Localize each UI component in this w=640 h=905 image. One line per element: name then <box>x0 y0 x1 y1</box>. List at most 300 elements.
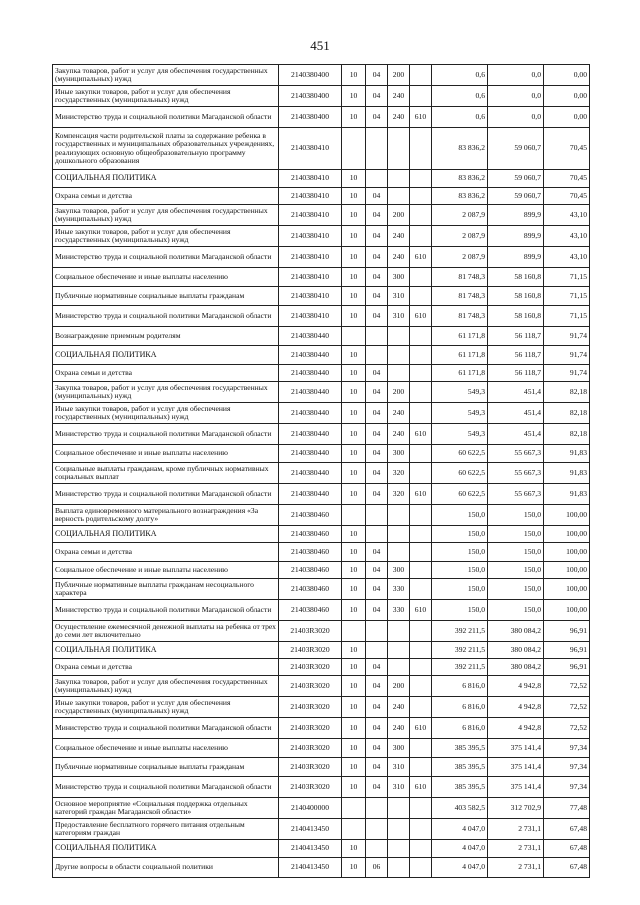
cell-subsection: 04 <box>366 777 388 798</box>
cell-name: Министерство труда и социальной политики Магаданской области <box>53 306 279 327</box>
cell-percent: 96,91 <box>544 659 590 676</box>
cell-target-code: 21403R3020 <box>279 676 342 697</box>
cell-executed: 56 118,7 <box>488 346 544 365</box>
cell-executed: 150,0 <box>488 526 544 543</box>
cell-name: Министерство труда и социальной политики Магаданской области <box>53 424 279 445</box>
cell-percent: 67,48 <box>544 840 590 858</box>
cell-target-code: 21403R3020 <box>279 697 342 718</box>
cell-planned: 549,3 <box>432 382 488 403</box>
cell-section <box>342 621 366 642</box>
cell-subsection: 04 <box>366 697 388 718</box>
cell-executed: 380 084,2 <box>488 642 544 659</box>
cell-admin-code: 610 <box>410 600 432 621</box>
cell-percent: 67,48 <box>544 858 590 878</box>
cell-subsection: 04 <box>366 306 388 327</box>
cell-section: 10 <box>342 107 366 128</box>
cell-executed: 451,4 <box>488 382 544 403</box>
cell-expense-type: 300 <box>388 445 410 463</box>
cell-target-code: 2140380440 <box>279 403 342 424</box>
cell-planned: 385 395,5 <box>432 777 488 798</box>
table-row <box>53 579 590 600</box>
cell-expense-type <box>388 505 410 526</box>
cell-executed: 59 060,7 <box>488 170 544 188</box>
table-row <box>53 739 590 758</box>
cell-planned: 83 836,2 <box>432 188 488 205</box>
cell-planned: 385 395,5 <box>432 758 488 777</box>
cell-percent: 0,00 <box>544 107 590 128</box>
cell-name: Вознаграждение приемным родителям <box>53 327 279 346</box>
cell-section: 10 <box>342 777 366 798</box>
cell-planned: 0,6 <box>432 65 488 86</box>
cell-executed: 150,0 <box>488 505 544 526</box>
cell-executed: 0,0 <box>488 65 544 86</box>
cell-name: Выплата единовременного материального вознаграждения «За верность родительскому долгу» <box>53 505 279 526</box>
cell-name: Министерство труда и социальной политики Магаданской области <box>53 484 279 505</box>
cell-section: 10 <box>342 758 366 777</box>
cell-name: Публичные нормативные выплаты гражданам несоциального характера <box>53 579 279 600</box>
cell-admin-code <box>410 205 432 226</box>
cell-executed: 451,4 <box>488 424 544 445</box>
cell-planned: 392 211,5 <box>432 659 488 676</box>
cell-target-code: 2140380410 <box>279 226 342 247</box>
cell-admin-code <box>410 268 432 287</box>
cell-planned: 61 171,8 <box>432 346 488 365</box>
cell-section: 10 <box>342 205 366 226</box>
cell-admin-code <box>410 819 432 840</box>
cell-admin-code <box>410 327 432 346</box>
cell-name: Социальное обеспечение и иные выплаты населению <box>53 562 279 579</box>
cell-percent: 0,00 <box>544 86 590 107</box>
cell-section: 10 <box>342 65 366 86</box>
cell-percent: 96,91 <box>544 621 590 642</box>
cell-planned: 0,6 <box>432 86 488 107</box>
cell-planned: 83 836,2 <box>432 170 488 188</box>
table-row <box>53 128 590 170</box>
cell-planned: 81 748,3 <box>432 306 488 327</box>
cell-planned: 81 748,3 <box>432 268 488 287</box>
table-row <box>53 718 590 739</box>
cell-section <box>342 819 366 840</box>
cell-percent: 71,15 <box>544 306 590 327</box>
cell-section <box>342 505 366 526</box>
cell-percent: 82,18 <box>544 403 590 424</box>
cell-admin-code <box>410 621 432 642</box>
table-row <box>53 445 590 463</box>
cell-planned: 61 171,8 <box>432 327 488 346</box>
cell-planned: 6 816,0 <box>432 697 488 718</box>
cell-subsection: 04 <box>366 579 388 600</box>
cell-subsection: 04 <box>366 543 388 562</box>
cell-section: 10 <box>342 840 366 858</box>
cell-section: 10 <box>342 642 366 659</box>
cell-target-code: 2140380410 <box>279 205 342 226</box>
table-row <box>53 484 590 505</box>
cell-percent: 91,74 <box>544 365 590 382</box>
cell-name: СОЦИАЛЬНАЯ ПОЛИТИКА <box>53 642 279 659</box>
cell-expense-type: 330 <box>388 600 410 621</box>
cell-planned: 60 622,5 <box>432 445 488 463</box>
cell-executed: 2 731,1 <box>488 858 544 878</box>
cell-name: Социальное обеспечение и иные выплаты населению <box>53 445 279 463</box>
cell-target-code: 2140380410 <box>279 128 342 170</box>
cell-expense-type <box>388 365 410 382</box>
table-row <box>53 188 590 205</box>
cell-subsection <box>366 526 388 543</box>
cell-expense-type: 310 <box>388 777 410 798</box>
cell-planned: 150,0 <box>432 526 488 543</box>
cell-name: Социальные выплаты гражданам, кроме публичных нормативных социальных выплат <box>53 463 279 484</box>
cell-target-code: 2140380410 <box>279 306 342 327</box>
cell-admin-code <box>410 579 432 600</box>
cell-admin-code <box>410 403 432 424</box>
cell-percent: 71,15 <box>544 268 590 287</box>
cell-planned: 2 087,9 <box>432 226 488 247</box>
cell-percent: 43,10 <box>544 226 590 247</box>
table-row <box>53 543 590 562</box>
table-row <box>53 858 590 878</box>
cell-percent: 70,45 <box>544 188 590 205</box>
cell-executed: 312 702,9 <box>488 798 544 819</box>
cell-section: 10 <box>342 526 366 543</box>
cell-section: 10 <box>342 463 366 484</box>
cell-section: 10 <box>342 424 366 445</box>
cell-expense-type: 240 <box>388 403 410 424</box>
table-row <box>53 697 590 718</box>
cell-admin-code: 610 <box>410 107 432 128</box>
cell-percent: 91,83 <box>544 463 590 484</box>
cell-admin-code <box>410 445 432 463</box>
cell-percent: 77,48 <box>544 798 590 819</box>
cell-planned: 2 087,9 <box>432 205 488 226</box>
cell-section: 10 <box>342 247 366 268</box>
cell-expense-type: 310 <box>388 758 410 777</box>
cell-target-code: 21403R3020 <box>279 739 342 758</box>
cell-target-code: 2140380410 <box>279 170 342 188</box>
table-row <box>53 306 590 327</box>
cell-subsection: 04 <box>366 445 388 463</box>
cell-target-code: 2140380460 <box>279 543 342 562</box>
cell-executed: 2 731,1 <box>488 840 544 858</box>
cell-planned: 2 087,9 <box>432 247 488 268</box>
cell-percent: 43,10 <box>544 247 590 268</box>
cell-target-code: 2140380410 <box>279 287 342 306</box>
cell-name: Министерство труда и социальной политики Магаданской области <box>53 777 279 798</box>
cell-name: Охрана семьи и детства <box>53 365 279 382</box>
cell-expense-type: 310 <box>388 287 410 306</box>
cell-executed: 4 942,8 <box>488 697 544 718</box>
table-row <box>53 424 590 445</box>
cell-admin-code <box>410 128 432 170</box>
cell-percent: 91,74 <box>544 327 590 346</box>
cell-admin-code <box>410 642 432 659</box>
cell-section: 10 <box>342 600 366 621</box>
cell-name: СОЦИАЛЬНАЯ ПОЛИТИКА <box>53 170 279 188</box>
cell-target-code: 2140380440 <box>279 484 342 505</box>
cell-expense-type: 330 <box>388 579 410 600</box>
cell-name: Охрана семьи и детства <box>53 188 279 205</box>
cell-percent: 82,18 <box>544 382 590 403</box>
cell-admin-code: 610 <box>410 777 432 798</box>
cell-subsection <box>366 327 388 346</box>
cell-expense-type <box>388 798 410 819</box>
cell-admin-code <box>410 188 432 205</box>
cell-planned: 392 211,5 <box>432 642 488 659</box>
cell-target-code: 2140380440 <box>279 445 342 463</box>
cell-name: Компенсация части родительской платы за содержание ребенка в государственных и муниципальных образовательных учреждениях, реализующих основную общеобразовательную программу дошкольного образования <box>53 128 279 170</box>
cell-name: Закупка товаров, работ и услуг для обеспечения государственных (муниципальных) нужд <box>53 65 279 86</box>
cell-admin-code <box>410 346 432 365</box>
cell-section <box>342 327 366 346</box>
cell-target-code: 2140380460 <box>279 600 342 621</box>
cell-expense-type <box>388 659 410 676</box>
cell-name: Социальное обеспечение и иные выплаты населению <box>53 739 279 758</box>
cell-admin-code: 610 <box>410 424 432 445</box>
cell-planned: 60 622,5 <box>432 463 488 484</box>
cell-percent: 67,48 <box>544 819 590 840</box>
cell-target-code: 2140380440 <box>279 382 342 403</box>
cell-subsection <box>366 798 388 819</box>
cell-subsection <box>366 819 388 840</box>
cell-name: СОЦИАЛЬНАЯ ПОЛИТИКА <box>53 346 279 365</box>
budget-table <box>52 64 590 878</box>
cell-target-code: 2140380440 <box>279 365 342 382</box>
cell-expense-type: 200 <box>388 65 410 86</box>
cell-planned: 403 582,5 <box>432 798 488 819</box>
cell-admin-code <box>410 65 432 86</box>
cell-executed: 4 942,8 <box>488 676 544 697</box>
cell-name: Иные закупки товаров, работ и услуг для обеспечения государственных (муниципальных) нужд <box>53 226 279 247</box>
cell-expense-type: 240 <box>388 718 410 739</box>
cell-percent: 91,83 <box>544 484 590 505</box>
table-row <box>53 65 590 86</box>
cell-admin-code <box>410 697 432 718</box>
cell-section: 10 <box>342 739 366 758</box>
cell-percent: 91,74 <box>544 346 590 365</box>
cell-planned: 60 622,5 <box>432 484 488 505</box>
cell-planned: 81 748,3 <box>432 287 488 306</box>
cell-percent: 100,00 <box>544 579 590 600</box>
cell-planned: 392 211,5 <box>432 621 488 642</box>
cell-expense-type <box>388 327 410 346</box>
cell-percent: 91,83 <box>544 445 590 463</box>
cell-percent: 0,00 <box>544 65 590 86</box>
cell-percent: 100,00 <box>544 543 590 562</box>
cell-section: 10 <box>342 697 366 718</box>
cell-expense-type <box>388 840 410 858</box>
cell-subsection: 04 <box>366 65 388 86</box>
cell-target-code: 2140380400 <box>279 107 342 128</box>
cell-target-code: 2140380440 <box>279 424 342 445</box>
cell-executed: 375 141,4 <box>488 777 544 798</box>
cell-executed: 58 160,8 <box>488 287 544 306</box>
cell-subsection: 04 <box>366 205 388 226</box>
cell-executed: 899,9 <box>488 205 544 226</box>
cell-percent: 72,52 <box>544 718 590 739</box>
cell-subsection: 04 <box>366 226 388 247</box>
cell-expense-type: 200 <box>388 676 410 697</box>
cell-executed: 58 160,8 <box>488 306 544 327</box>
cell-name: Закупка товаров, работ и услуг для обеспечения государственных (муниципальных) нужд <box>53 382 279 403</box>
cell-target-code: 21403R3020 <box>279 777 342 798</box>
cell-expense-type <box>388 128 410 170</box>
cell-target-code: 21403R3020 <box>279 758 342 777</box>
cell-subsection: 04 <box>366 382 388 403</box>
cell-admin-code <box>410 463 432 484</box>
cell-section <box>342 128 366 170</box>
cell-planned: 150,0 <box>432 562 488 579</box>
table-row <box>53 505 590 526</box>
cell-executed: 0,0 <box>488 86 544 107</box>
cell-percent: 97,34 <box>544 758 590 777</box>
cell-expense-type: 320 <box>388 484 410 505</box>
cell-section: 10 <box>342 287 366 306</box>
cell-section: 10 <box>342 543 366 562</box>
cell-name: СОЦИАЛЬНАЯ ПОЛИТИКА <box>53 840 279 858</box>
table-row <box>53 463 590 484</box>
cell-name: Закупка товаров, работ и услуг для обеспечения государственных (муниципальных) нужд <box>53 205 279 226</box>
cell-executed: 55 667,3 <box>488 445 544 463</box>
cell-admin-code <box>410 287 432 306</box>
cell-executed: 59 060,7 <box>488 188 544 205</box>
table-row <box>53 365 590 382</box>
cell-percent: 70,45 <box>544 170 590 188</box>
cell-subsection <box>366 505 388 526</box>
cell-name: Другие вопросы в области социальной политики <box>53 858 279 878</box>
cell-planned: 83 836,2 <box>432 128 488 170</box>
cell-expense-type: 310 <box>388 306 410 327</box>
cell-planned: 6 816,0 <box>432 676 488 697</box>
cell-executed: 0,0 <box>488 107 544 128</box>
cell-expense-type: 300 <box>388 562 410 579</box>
cell-subsection: 04 <box>366 86 388 107</box>
table-row <box>53 659 590 676</box>
cell-name: Охрана семьи и детства <box>53 543 279 562</box>
cell-percent: 97,34 <box>544 777 590 798</box>
cell-section: 10 <box>342 659 366 676</box>
cell-name: Министерство труда и социальной политики Магаданской области <box>53 600 279 621</box>
cell-target-code: 2140380410 <box>279 247 342 268</box>
cell-percent: 100,00 <box>544 562 590 579</box>
cell-expense-type: 240 <box>388 86 410 107</box>
cell-name: Иные закупки товаров, работ и услуг для обеспечения государственных (муниципальных) нужд <box>53 697 279 718</box>
cell-executed: 55 667,3 <box>488 484 544 505</box>
cell-section: 10 <box>342 346 366 365</box>
cell-percent: 71,15 <box>544 287 590 306</box>
cell-section <box>342 798 366 819</box>
cell-planned: 6 816,0 <box>432 718 488 739</box>
cell-executed: 150,0 <box>488 543 544 562</box>
cell-subsection <box>366 346 388 365</box>
table-row <box>53 777 590 798</box>
cell-subsection <box>366 642 388 659</box>
table-row <box>53 327 590 346</box>
cell-percent: 70,45 <box>544 128 590 170</box>
cell-section: 10 <box>342 858 366 878</box>
cell-expense-type: 200 <box>388 382 410 403</box>
cell-name: Закупка товаров, работ и услуг для обеспечения государственных (муниципальных) нужд <box>53 676 279 697</box>
cell-executed: 59 060,7 <box>488 128 544 170</box>
cell-expense-type <box>388 621 410 642</box>
cell-executed: 380 084,2 <box>488 621 544 642</box>
cell-executed: 56 118,7 <box>488 327 544 346</box>
page-number: 451 <box>310 38 330 53</box>
cell-executed: 899,9 <box>488 247 544 268</box>
cell-planned: 150,0 <box>432 505 488 526</box>
cell-target-code: 2140380460 <box>279 579 342 600</box>
cell-name: Иные закупки товаров, работ и услуг для обеспечения государственных (муниципальных) нужд <box>53 86 279 107</box>
cell-executed: 150,0 <box>488 562 544 579</box>
cell-planned: 385 395,5 <box>432 739 488 758</box>
cell-expense-type <box>388 819 410 840</box>
cell-percent: 97,34 <box>544 739 590 758</box>
cell-subsection: 04 <box>366 268 388 287</box>
cell-target-code: 2140380400 <box>279 65 342 86</box>
cell-section: 10 <box>342 170 366 188</box>
cell-percent: 100,00 <box>544 505 590 526</box>
table-row <box>53 205 590 226</box>
cell-expense-type <box>388 188 410 205</box>
table-body <box>53 65 590 878</box>
cell-section: 10 <box>342 676 366 697</box>
cell-target-code: 21403R3020 <box>279 642 342 659</box>
cell-subsection: 04 <box>366 463 388 484</box>
cell-name: Министерство труда и социальной политики Магаданской области <box>53 107 279 128</box>
cell-admin-code <box>410 226 432 247</box>
cell-subsection: 04 <box>366 676 388 697</box>
cell-name: Публичные нормативные социальные выплаты гражданам <box>53 287 279 306</box>
cell-name: Охрана семьи и детства <box>53 659 279 676</box>
cell-subsection: 04 <box>366 739 388 758</box>
cell-subsection: 04 <box>366 718 388 739</box>
cell-target-code: 2140380460 <box>279 505 342 526</box>
cell-subsection: 04 <box>366 424 388 445</box>
cell-target-code: 21403R3020 <box>279 659 342 676</box>
cell-name: Осуществление ежемесячной денежной выплаты на ребенка от трех до семи лет включительно <box>53 621 279 642</box>
cell-percent: 100,00 <box>544 600 590 621</box>
cell-planned: 150,0 <box>432 600 488 621</box>
cell-expense-type <box>388 858 410 878</box>
cell-target-code: 2140413450 <box>279 840 342 858</box>
cell-executed: 56 118,7 <box>488 365 544 382</box>
cell-admin-code <box>410 659 432 676</box>
cell-target-code: 2140380400 <box>279 86 342 107</box>
cell-executed: 899,9 <box>488 226 544 247</box>
cell-percent: 72,52 <box>544 697 590 718</box>
cell-executed: 375 141,4 <box>488 739 544 758</box>
cell-expense-type <box>388 543 410 562</box>
table-row <box>53 798 590 819</box>
cell-target-code: 2140413450 <box>279 858 342 878</box>
cell-section: 10 <box>342 188 366 205</box>
cell-executed: 451,4 <box>488 403 544 424</box>
cell-executed: 380 084,2 <box>488 659 544 676</box>
cell-target-code: 2140380410 <box>279 188 342 205</box>
cell-section: 10 <box>342 382 366 403</box>
cell-admin-code <box>410 505 432 526</box>
cell-admin-code <box>410 86 432 107</box>
cell-section: 10 <box>342 484 366 505</box>
cell-executed: 150,0 <box>488 600 544 621</box>
cell-expense-type: 240 <box>388 247 410 268</box>
cell-target-code: 2140380460 <box>279 526 342 543</box>
cell-planned: 4 047,0 <box>432 840 488 858</box>
cell-percent: 82,18 <box>544 424 590 445</box>
cell-expense-type <box>388 642 410 659</box>
table-row <box>53 346 590 365</box>
cell-planned: 0,6 <box>432 107 488 128</box>
table-row <box>53 600 590 621</box>
cell-admin-code <box>410 739 432 758</box>
